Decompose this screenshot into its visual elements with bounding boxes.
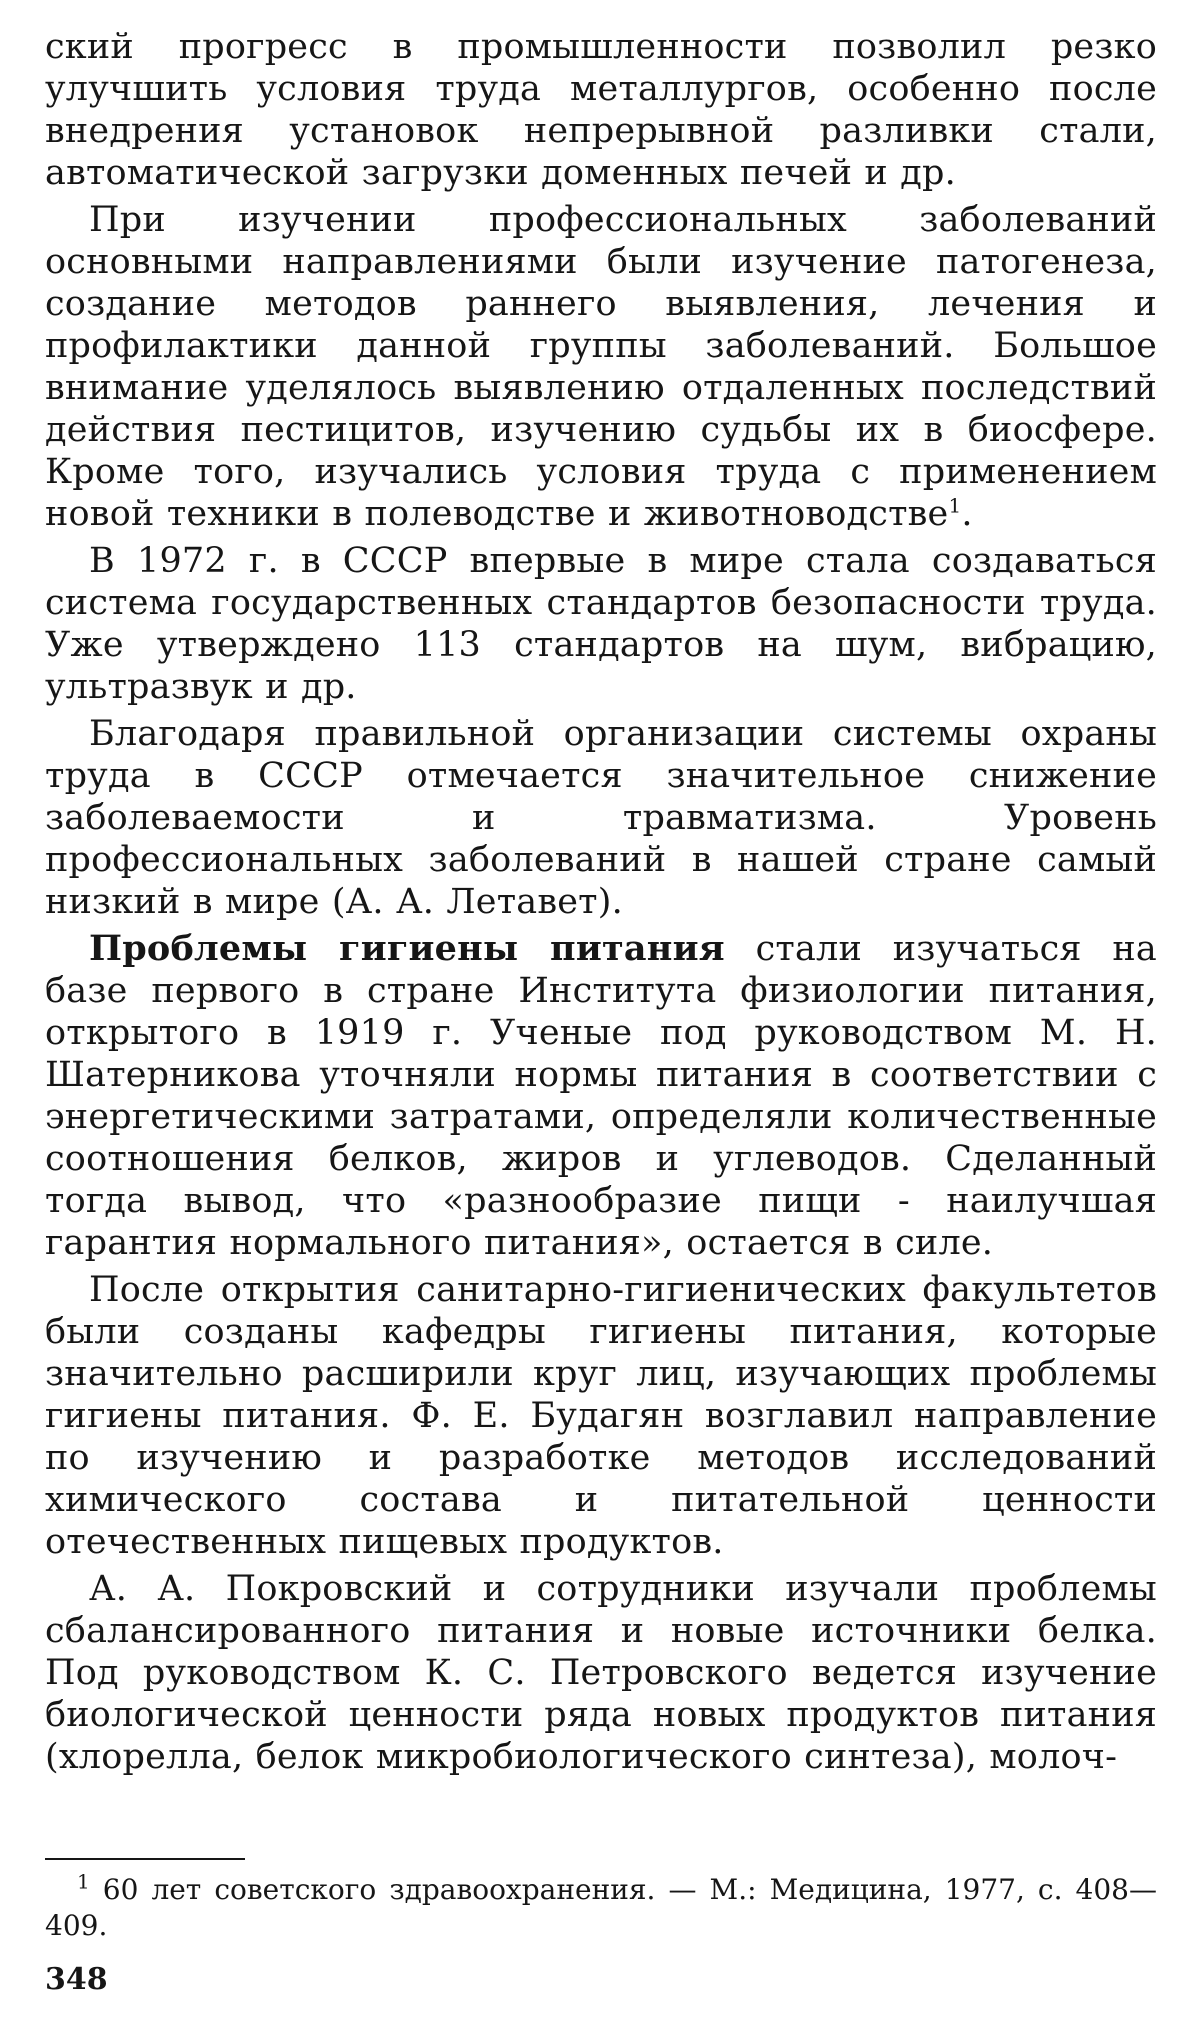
paragraph-2-end: . (961, 494, 973, 534)
paragraph-2-text: При изучении профессиональных заболеваний основными направлениями были изучение патогенеза, создание методов раннего выявления, лечения и профилактики данной группы заболеваний. Большое внимание уделялось выявлению отдаленных последствий действия пестицитов, изучению судьбы их в биосфере. Кроме того, изучались условия труда с применением новой техники в полеводстве и животноводстве (45, 200, 1157, 534)
page-body (45, 26, 1157, 1783)
paragraph-7: А. А. Покровский и сотрудники изучали проблемы сбалансированного питания и новые источники белка. Под руководством К. С. Петровского ведется изучение биологической ценности ряда новых продуктов питания (хлорелла, белок микробиологического синтеза), молоч- (45, 1569, 1157, 1777)
paragraph-4: Благодаря правильной организации системы охраны труда в СССР отмечается значительное снижение заболеваемости и травматизма. Уровень профессиональных заболеваний в нашей стране самый низкий в мире (А. А. Летавет). (45, 714, 1157, 922)
paragraph-1: ский прогресс в промышленности позволил резко улучшить условия труда металлургов, особенно после внедрения установок непрерывной разливки стали, автоматической загрузки доменных печей и др. (45, 27, 1157, 193)
paragraph-5-text: стали изучаться на базе первого в стране Института физиологии питания, открытого в 1919 г. Ученые под руководством М. Н. Шатерникова уточняли нормы питания в соответствии с энергетическими затратами, определяли количественные соотношения белков, жиров и углеводов. Сделанный тогда вывод, что «разнообразие пищи - наилучшая гарантия нормального питания», остается в силе. (45, 929, 1157, 1263)
footnote-text: 60 лет советского здравоохранения. — М.: Медицина, 1977, с. 408—409. (45, 1873, 1157, 1942)
footnote-divider (45, 1858, 245, 1860)
paragraph-6: После открытия санитарно-гигиенических факультетов были созданы кафедры гигиены питания, которые значительно расширили круг лиц, изучающих проблемы гигиены питания. Ф. Е. Будагян возглавил направление по изучению и разработке методов исследований химического состава и питательной ценности отечественных пищевых продуктов. (45, 1270, 1157, 1562)
paragraph-5 (45, 928, 1157, 1264)
paragraph-2 (45, 199, 1157, 535)
paragraph-3: В 1972 г. в СССР впервые в мире стала создаваться система государственных стандартов безопасности труда. Уже утверждено 113 стандартов на шум, вибрацию, ультразвук и др. (45, 541, 1157, 707)
page-number: 348 (45, 1962, 108, 1997)
footnote-reference: 1 (948, 493, 962, 518)
paragraph-5-bold-heading: Проблемы гигиены питания (89, 928, 725, 969)
footnote (45, 1869, 1157, 1944)
footnote-mark: 1 (77, 1869, 90, 1894)
